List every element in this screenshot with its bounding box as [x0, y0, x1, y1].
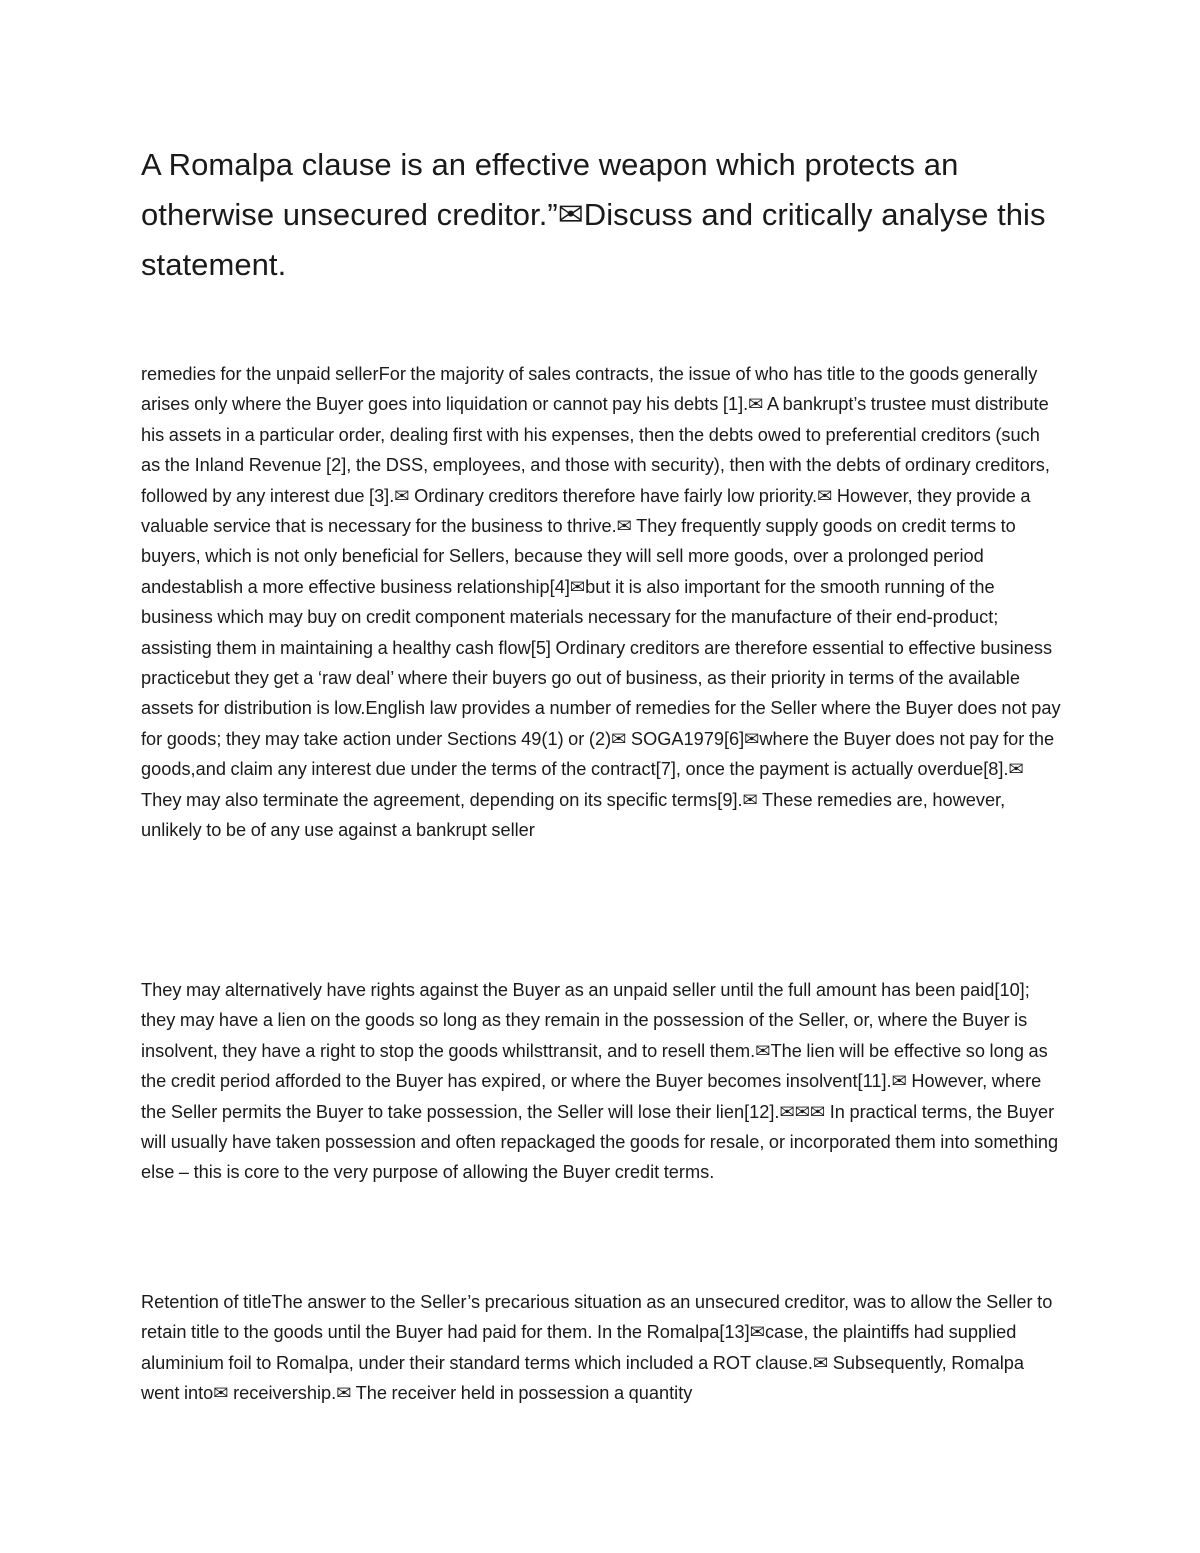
document-title: A Romalpa clause is an effective weapon which protects an otherwise unsecured creditor.”✉Discuss and critically analyse this statement.: [141, 147, 1046, 282]
paragraph-remedies: remedies for the unpaid sellerFor the majority of sales contracts, the issue of who has title to the goods generally arises only where the Buyer goes into liquidation or cannot pay his debts [1].✉ A bankrupt’s trustee must distribute his assets in a particular order, dealing first with his expenses, then the debts owed to preferential creditors (such as the Inland Revenue [2], the DSS, employees, and those with security), then with the debts of ordinary creditors, followed by any interest due [3].✉ Ordinary creditors therefore have fairly low priority.✉ However, they provide a valuable service that is necessary for the business to thrive.✉ They frequently supply goods on credit terms to buyers, which is not only beneficial for Sellers, because they will sell more goods, over a prolonged period andestablish a more effective business relationship[4]✉but it is also important for the smooth running of the business which may buy on credit component materials necessary for the manufacture of their end-product; assisting them in maintaining a healthy cash flow[5] Ordinary creditors are therefore essential to effective business practicebut they get a ‘raw deal’ where their buyers go out of business, as their priority in terms of the available assets for distribution is low.English law provides a number of remedies for the Seller where the Buyer does not pay for goods; they may take action under Sections 49(1) or (2)✉ SOGA1979[6]✉where the Buyer does not pay for the goods,and claim any interest due under the terms of the contract[7], once the payment is actually overdue[8].✉They may also terminate the agreement, depending on its specific terms[9].✉ These remedies are, however, unlikely to be of any use against a bankrupt seller: [141, 364, 1061, 841]
paragraph-retention-of-title: Retention of titleThe answer to the Seller’s precarious situation as an unsecured creditor, was to allow the Seller to retain title to the goods until the Buyer had paid for them. In the Romalpa[13]✉case, the plaintiffs had supplied aluminium foil to Romalpa, under their standard terms which included a ROT clause.✉ Subsequently, Romalpa went into✉ receivership.✉ The receiver held in possession a quantity: [141, 1292, 1053, 1404]
paragraph-unpaid-seller-rights: They may alternatively have rights against the Buyer as an unpaid seller until the full amount has been paid[10]; they may have a lien on the goods so long as they remain in the possession of the Seller, or, where the Buyer is insolvent, they have a right to stop the goods whilsttransit, and to resell them.✉The lien will be effective so long as the credit period afforded to the Buyer has expired, or where the Buyer becomes insolvent[11].✉ However, where the Seller permits the Buyer to take possession, the Seller will lose their lien[12].✉✉✉ In practical terms, the Buyer will usually have taken possession and often repackaged the goods for resale, or incorporated them into something else – this is core to the very purpose of allowing the Buyer credit terms.: [141, 980, 1059, 1183]
